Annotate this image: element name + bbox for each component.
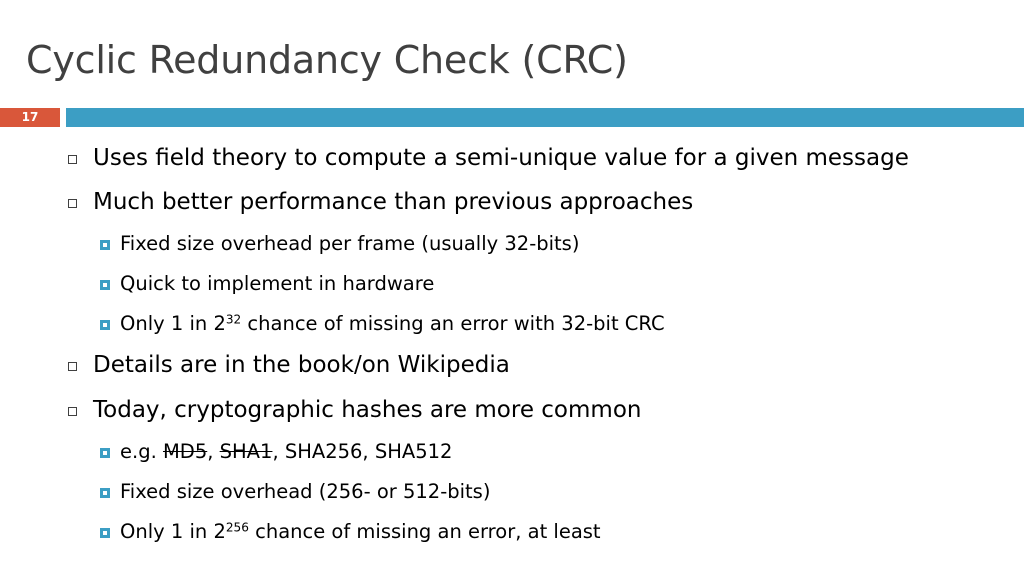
filled-square-bullet-icon xyxy=(100,528,110,538)
sub-bullet-text: Fixed size overhead per frame (usually 32-bits) xyxy=(120,232,580,255)
sub-bullet-text xyxy=(120,312,665,335)
exponent: 256 xyxy=(225,520,249,535)
text-fragment: , SHA256, SHA512 xyxy=(272,440,453,463)
hollow-square-bullet-icon xyxy=(68,362,77,371)
sub-bullet-item xyxy=(100,312,665,335)
filled-square-bullet-icon xyxy=(100,280,110,290)
text-fragment: e.g. xyxy=(120,440,163,463)
bullet-item xyxy=(68,397,641,423)
sub-bullet-item xyxy=(100,480,490,503)
text-fragment: chance of missing an error, at least xyxy=(248,520,601,543)
text-fragment: Only 1 in 2 xyxy=(120,312,226,335)
text-fragment: , xyxy=(207,440,220,463)
slide-number: 17 xyxy=(0,108,60,127)
slide-title: Cyclic Redundancy Check (CRC) xyxy=(26,38,628,82)
sub-bullet-text xyxy=(120,440,452,463)
sub-bullet-item xyxy=(100,272,434,295)
sub-bullet-item xyxy=(100,520,601,543)
text-fragment: Only 1 in 2 xyxy=(120,520,226,543)
bullet-text: Today, cryptographic hashes are more common xyxy=(93,397,642,423)
hollow-square-bullet-icon xyxy=(68,199,77,208)
filled-square-bullet-icon xyxy=(100,488,110,498)
struck-md5: MD5 xyxy=(162,440,208,463)
filled-square-bullet-icon xyxy=(100,320,110,330)
filled-square-bullet-icon xyxy=(100,448,110,458)
bullet-text: Details are in the book/on Wikipedia xyxy=(93,352,510,378)
sub-bullet-item xyxy=(100,232,579,255)
bullet-text: Uses field theory to compute a semi-unique value for a given message xyxy=(93,145,909,171)
sub-bullet-text: Fixed size overhead (256- or 512-bits) xyxy=(120,480,491,503)
hollow-square-bullet-icon xyxy=(68,155,77,164)
bullet-item xyxy=(68,352,510,378)
exponent: 32 xyxy=(225,312,242,327)
struck-sha1: SHA1 xyxy=(219,440,273,463)
hollow-square-bullet-icon xyxy=(68,407,77,416)
bullet-text: Much better performance than previous approaches xyxy=(93,189,694,215)
sub-bullet-item xyxy=(100,440,452,463)
bullet-item xyxy=(68,189,693,215)
sub-bullet-text xyxy=(120,520,601,543)
text-fragment: chance of missing an error with 32-bit CRC xyxy=(241,312,665,335)
sub-bullet-text: Quick to implement in hardware xyxy=(120,272,435,295)
bullet-item xyxy=(68,145,909,171)
filled-square-bullet-icon xyxy=(100,240,110,250)
